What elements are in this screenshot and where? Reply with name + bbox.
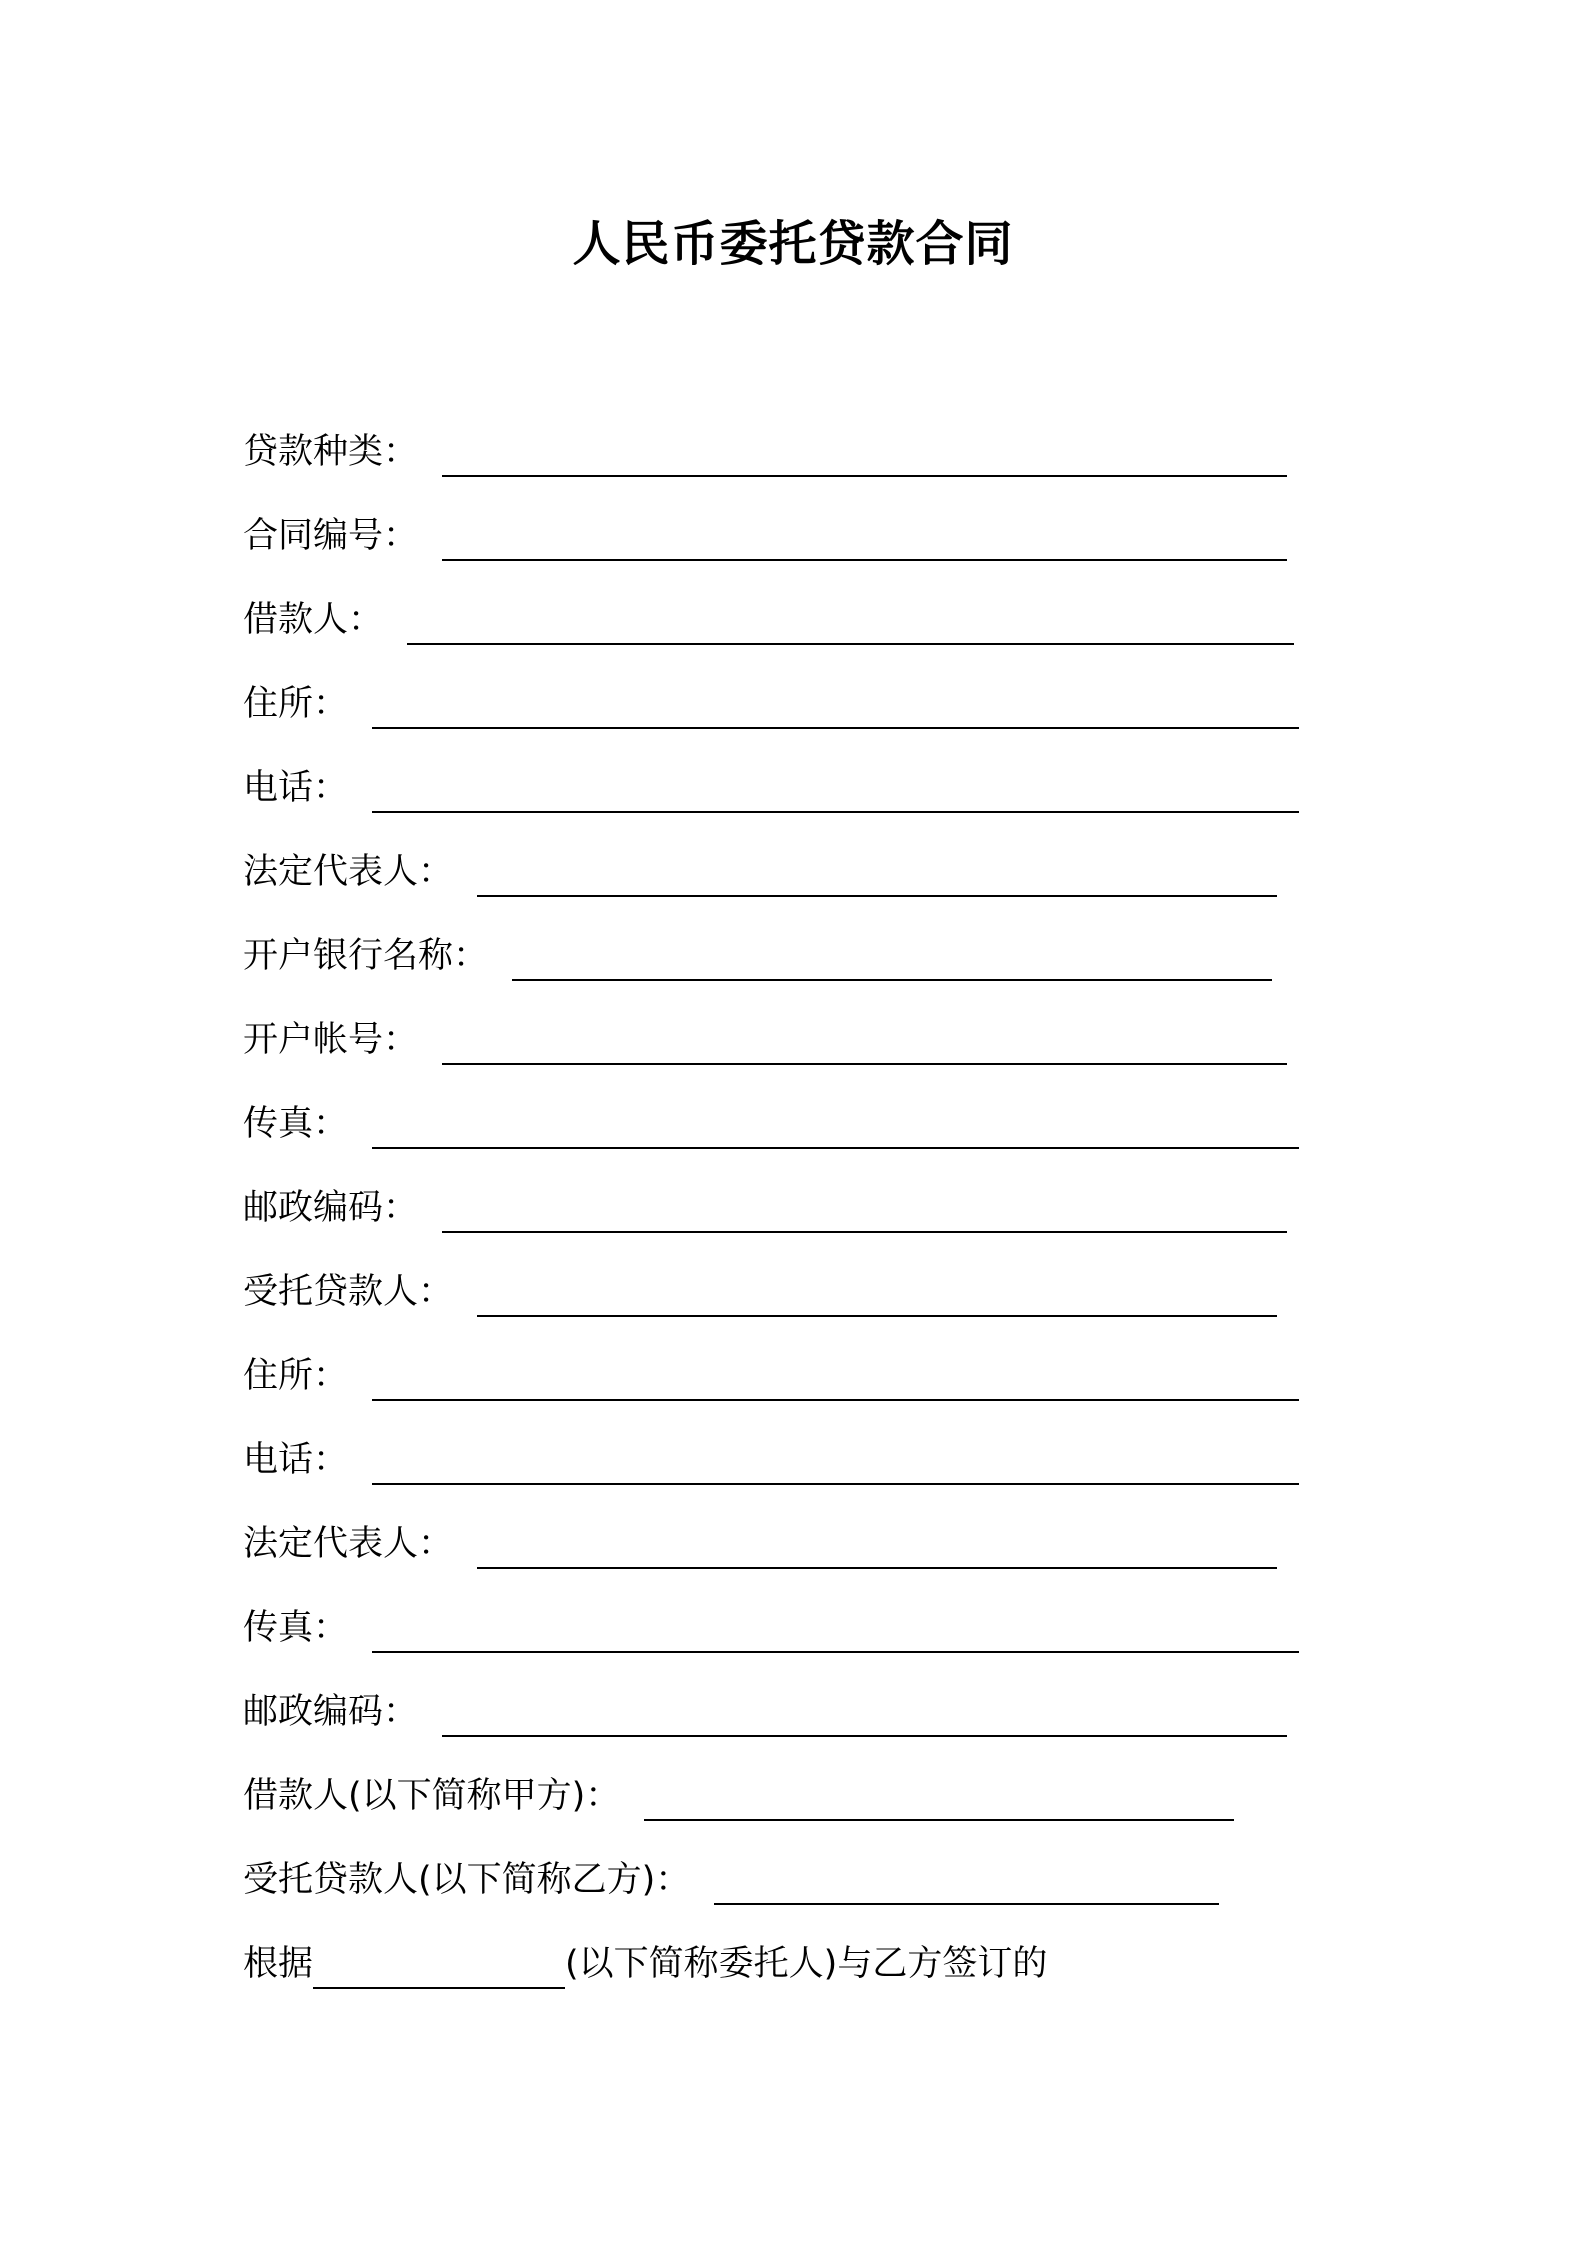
fill-in-blank[interactable] [372,1359,1299,1401]
document-title: 人民币委托贷款合同 [572,216,1014,272]
field-label: 法定代表人： [243,1524,454,1564]
fill-in-blank[interactable] [407,603,1294,645]
field-label: 贷款种类： [243,432,419,472]
fill-in-blank[interactable] [442,1191,1287,1233]
fill-in-blank[interactable] [442,519,1287,561]
fill-in-blank[interactable] [644,1779,1234,1821]
field-label: 邮政编码： [243,1188,419,1228]
fill-in-blank[interactable] [372,1107,1299,1149]
field-label: 传真： [243,1104,349,1144]
field-trustee-lender [243,1250,1343,1334]
field-bank-name [243,914,1343,998]
closing-clause [243,1922,1343,2006]
field-party-a [243,1754,1343,1838]
field-label: 受托贷款人： [243,1272,454,1312]
field-label: 借款人： [243,600,384,640]
fill-in-blank[interactable] [477,855,1277,897]
field-label: 合同编号： [243,516,419,556]
field-bank-account [243,998,1343,1082]
field-label: 法定代表人： [243,852,454,892]
field-label: 开户银行名称： [243,936,489,976]
field-label: 电话： [243,1440,349,1480]
field-label: 受托贷款人(以下简称乙方)： [243,1860,691,1900]
field-lender-address [243,1334,1343,1418]
closing-suffix: (以下简称委托人)与乙方签订的 [565,1944,1048,1984]
field-borrower-phone [243,746,1343,830]
field-lender-phone [243,1418,1343,1502]
field-label: 传真： [243,1608,349,1648]
field-label: 邮政编码： [243,1692,419,1732]
field-borrower [243,578,1343,662]
field-party-b [243,1838,1343,1922]
fill-in-blank[interactable] [477,1527,1277,1569]
field-label: 电话： [243,768,349,808]
fill-in-blank[interactable] [372,1443,1299,1485]
field-borrower-postcode [243,1166,1343,1250]
field-label: 开户帐号： [243,1020,419,1060]
field-lender-legal-rep [243,1502,1343,1586]
field-lender-postcode [243,1670,1343,1754]
fill-in-blank[interactable] [442,435,1287,477]
field-borrower-address [243,662,1343,746]
field-label: 住所： [243,1356,349,1396]
field-label: 住所： [243,684,349,724]
fill-in-blank[interactable] [313,1947,565,1989]
field-contract-number [243,494,1343,578]
contract-fields [243,410,1343,2006]
closing-prefix: 根据 [243,1944,314,1984]
field-label: 借款人(以下简称甲方)： [243,1776,621,1816]
fill-in-blank[interactable] [442,1023,1287,1065]
fill-in-blank[interactable] [442,1695,1287,1737]
field-borrower-legal-rep [243,830,1343,914]
field-borrower-fax [243,1082,1343,1166]
field-loan-type [243,410,1343,494]
fill-in-blank[interactable] [477,1275,1277,1317]
fill-in-blank[interactable] [372,771,1299,813]
fill-in-blank[interactable] [372,687,1299,729]
fill-in-blank[interactable] [714,1863,1219,1905]
fill-in-blank[interactable] [372,1611,1299,1653]
field-lender-fax [243,1586,1343,1670]
fill-in-blank[interactable] [512,939,1272,981]
